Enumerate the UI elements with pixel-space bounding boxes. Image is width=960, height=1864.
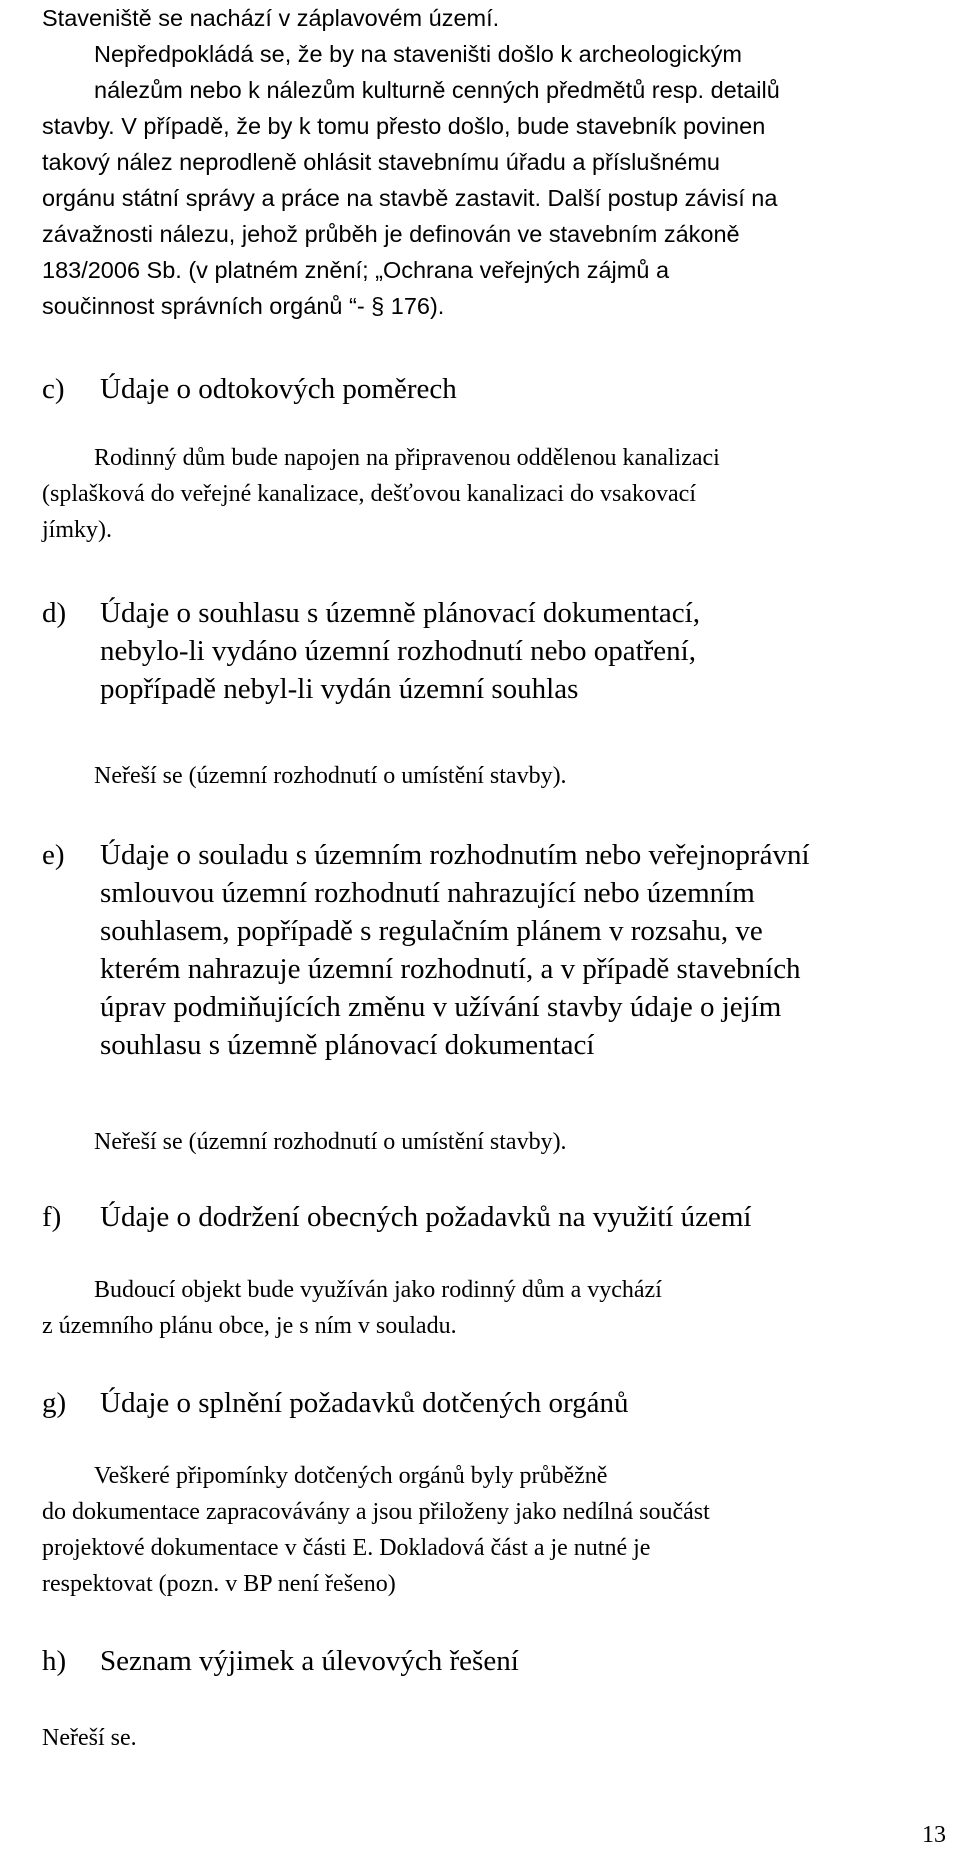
section-heading-d: [42, 594, 942, 708]
section-heading-e: [42, 836, 942, 1064]
body-line: do dokumentace zapracovávány a jsou přiloženy jako nedílná součást: [42, 1499, 710, 1525]
intro-line: součinnost správních orgánů “- § 176).: [42, 293, 445, 319]
heading-line: kterém nahrazuje územní rozhodnutí, a v případě stavebních: [100, 953, 801, 985]
section-heading-text: [100, 836, 942, 1064]
body-line: projektové dokumentace v části E. Dokladová část a je nutné je: [42, 1535, 651, 1561]
section-letter: d): [42, 597, 67, 629]
heading-line: Údaje o odtokových poměrech: [100, 373, 457, 405]
intro-line: 183/2006 Sb. (v platném znění; „Ochrana veřejných zájmů a: [42, 257, 670, 283]
section-heading-text: [100, 1642, 942, 1680]
page-number: 13: [922, 1822, 946, 1848]
section-letter: f): [42, 1201, 62, 1233]
body-line: Rodinný dům bude napojen na připravenou oddělenou kanalizaci: [94, 445, 720, 471]
intro-line: závažnosti nálezu, jehož průběh je definován ve stavebním zákoně: [42, 221, 740, 247]
intro-line: takový nález neprodleně ohlásit stavebnímu úřadu a příslušnému: [42, 149, 720, 175]
section-body-d: [42, 758, 942, 794]
heading-line: popřípadě nebyl-li vydán územní souhlas: [100, 673, 579, 705]
body-line: z územního plánu obce, je s ním v souladu.: [42, 1313, 457, 1339]
intro-paragraph: [42, 0, 942, 324]
body-line: (splašková do veřejné kanalizace, dešťovou kanalizaci do vsakovací: [42, 481, 696, 507]
body-line: Budoucí objekt bude využíván jako rodinný dům a vychází: [94, 1277, 662, 1303]
heading-line: Údaje o splnění požadavků dotčených orgánů: [100, 1387, 629, 1419]
body-line: jímky).: [42, 517, 112, 543]
section-letter: e): [42, 839, 65, 871]
section-body-e: [42, 1124, 942, 1160]
section-letter: h): [42, 1645, 67, 1677]
intro-line: Staveniště se nachází v záplavovém území.: [42, 5, 500, 31]
body-line: Neřeší se.: [42, 1725, 137, 1751]
heading-line: Údaje o dodržení obecných požadavků na využití území: [100, 1201, 752, 1233]
heading-line: Údaje o souhlasu s územně plánovací dokumentací,: [100, 597, 700, 629]
section-letter: g): [42, 1387, 67, 1419]
section-heading-g: [42, 1384, 942, 1422]
body-line: Veškeré připomínky dotčených orgánů byly průběžně: [94, 1463, 608, 1489]
heading-line: Seznam výjimek a úlevových řešení: [100, 1645, 519, 1677]
section-heading-c: [42, 370, 942, 408]
section-heading-f: [42, 1198, 942, 1236]
section-body-f: [42, 1272, 942, 1344]
section-body-c: [42, 440, 942, 548]
heading-line: souhlasu s územně plánovací dokumentací: [100, 1029, 595, 1061]
intro-line: nálezům nebo k nálezům kulturně cenných předmětů resp. detailů: [94, 77, 780, 103]
body-line: respektovat (pozn. v BP není řešeno): [42, 1571, 396, 1597]
body-line: Neřeší se (územní rozhodnutí o umístění stavby).: [94, 763, 567, 789]
section-body-h: [42, 1720, 942, 1756]
intro-line: stavby. V případě, že by k tomu přesto došlo, bude stavebník povinen: [42, 113, 766, 139]
section-heading-text: [100, 594, 942, 708]
section-heading-text: [100, 1198, 942, 1236]
heading-line: nebylo-li vydáno územní rozhodnutí nebo opatření,: [100, 635, 696, 667]
body-line: Neřeší se (územní rozhodnutí o umístění stavby).: [94, 1129, 567, 1155]
section-heading-text: [100, 1384, 942, 1422]
heading-line: úprav podmiňujících změnu v užívání stavby údaje o jejím: [100, 991, 782, 1023]
section-heading-h: [42, 1642, 942, 1680]
intro-line: Nepředpokládá se, že by na staveništi došlo k archeologickým: [94, 41, 742, 67]
heading-line: Údaje o souladu s územním rozhodnutím nebo veřejnoprávní: [100, 839, 810, 871]
section-heading-text: [100, 370, 942, 408]
section-letter: c): [42, 373, 65, 405]
section-body-g: [42, 1458, 942, 1602]
intro-line: orgánu státní správy a práce na stavbě zastavit. Další postup závisí na: [42, 185, 778, 211]
heading-line: souhlasem, popřípadě s regulačním plánem v rozsahu, ve: [100, 915, 763, 947]
heading-line: smlouvou územní rozhodnutí nahrazující nebo územním: [100, 877, 755, 909]
